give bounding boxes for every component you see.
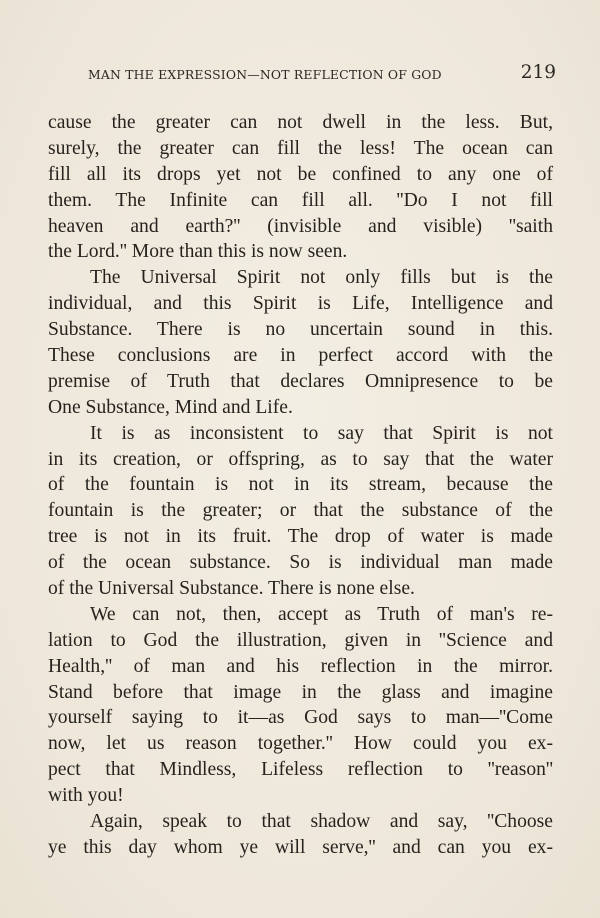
- paragraph-3: [48, 421, 553, 602]
- text-line: The Universal Spirit not only fills but is the: [90, 267, 553, 289]
- text-line: them. The Infinite can fill all. ''Do I not fill: [48, 189, 553, 211]
- text-line: We can not, then, accept as Truth of man's re-: [90, 603, 553, 625]
- text-line: the Lord.'' More than this is now seen.: [48, 241, 348, 263]
- text-line: surely, the greater can fill the less! The ocean can: [48, 137, 553, 159]
- text-line: Stand before that image in the glass and imagine: [48, 681, 553, 703]
- text-line: of the Universal Substance. There is none else.: [48, 578, 415, 600]
- text-line: yourself saying to it—as God says to man—''Come: [48, 707, 553, 729]
- body-text: [48, 110, 553, 861]
- text-line: pect that Mindless, Lifeless reflection to ''reason'': [48, 759, 553, 781]
- running-title: MAN THE EXPRESSION—NOT REFLECTION OF GOD: [88, 67, 442, 82]
- text-line: cause the greater can not dwell in the less. But,: [48, 112, 553, 133]
- text-line: of the ocean substance. So is individual man made: [48, 552, 553, 574]
- text-line: now, let us reason together.'' How could you ex-: [48, 733, 553, 755]
- text-line: fill all its drops yet not be confined to any one of: [48, 163, 553, 185]
- text-line: It is as inconsistent to say that Spirit is not: [90, 422, 553, 444]
- text-line: in its creation, or offspring, as to say that the water: [48, 448, 553, 470]
- text-line: with you!: [48, 785, 124, 807]
- text-line: Again, speak to that shadow and say, ''Choose: [90, 811, 553, 833]
- page-number: 219: [520, 62, 556, 83]
- paragraph-1: [48, 110, 553, 265]
- text-line: lation to God the illustration, given in ''Science and: [48, 629, 553, 651]
- text-line: These conclusions are in perfect accord with the: [48, 345, 553, 367]
- text-line: individual, and this Spirit is Life, Intelligence and: [48, 293, 553, 315]
- text-line: tree is not in its fruit. The drop of water is made: [48, 526, 553, 548]
- text-line: Health,'' of man and his reflection in the mirror.: [48, 655, 553, 677]
- text-line: ye this day whom ye will serve,'' and can you ex-: [48, 836, 553, 858]
- text-line: fountain is the greater; or that the substance of the: [48, 500, 553, 522]
- running-head: [88, 62, 556, 84]
- paragraph-5: [48, 809, 553, 861]
- paragraph-2: [48, 265, 553, 420]
- text-line: premise of Truth that declares Omnipresence to be: [48, 370, 553, 392]
- text-line: One Substance, Mind and Life.: [48, 396, 293, 418]
- paragraph-4: [48, 602, 553, 809]
- text-line: Substance. There is no uncertain sound in this.: [48, 319, 553, 341]
- text-line: heaven and earth?'' (invisible and visible) ''saith: [48, 215, 553, 237]
- text-line: of the fountain is not in its stream, because the: [48, 474, 553, 496]
